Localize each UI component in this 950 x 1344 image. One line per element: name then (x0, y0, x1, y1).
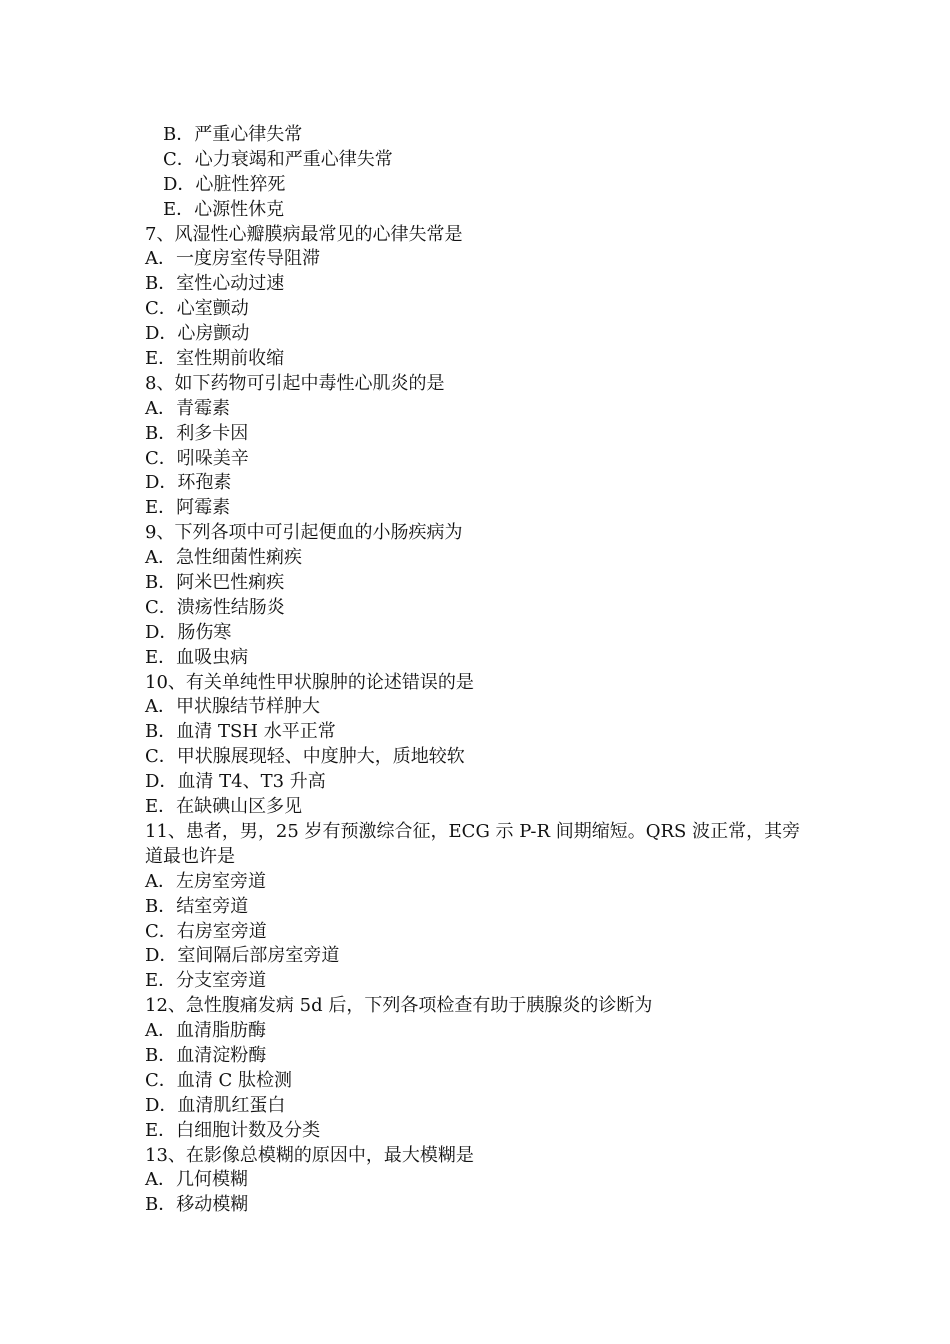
answer-option: D．心房颤动 (145, 323, 250, 345)
answer-option: D．室间隔后部房室旁道 (145, 945, 340, 967)
answer-option: C．心室颤动 (145, 298, 249, 320)
question-text: 9、下列各项中可引起便血的小肠疾病为 (145, 522, 463, 544)
question-text: 7、风湿性心瓣膜病最常见的心律失常是 (145, 223, 463, 245)
answer-option: B．阿米巴性痢疾 (145, 572, 285, 594)
answer-option: A．左房室旁道 (145, 870, 266, 892)
answer-option: D．肠伤寒 (145, 621, 232, 643)
answer-option: B．移动模糊 (145, 1194, 249, 1216)
answer-option: C．心力衰竭和严重心律失常 (163, 148, 393, 170)
answer-option: E．分支室旁道 (145, 970, 267, 992)
answer-option: E．血吸虫病 (145, 646, 249, 668)
answer-option: E．在缺碘山区多见 (145, 796, 303, 818)
answer-option: D．心脏性猝死 (163, 173, 286, 195)
answer-option: A．甲状腺结节样肿大 (145, 696, 320, 718)
answer-option: C．甲状腺展现轻、中度肿大，质地较软 (145, 746, 465, 768)
answer-option: E．室性期前收缩 (145, 348, 285, 370)
answer-option: B．严重心律失常 (163, 124, 303, 145)
answer-option: D．血清 T4、T3 升高 (145, 771, 326, 793)
question-text: 12、急性腹痛发病 5d 后，下列各项检查有助于胰腺炎的诊断为 (145, 995, 653, 1017)
answer-option: B．血清淀粉酶 (145, 1044, 267, 1066)
answer-option: E．心源性休克 (163, 198, 285, 220)
answer-option: E．白细胞计数及分类 (145, 1119, 321, 1141)
question-text: 13、在影像总模糊的原因中，最大模糊是 (145, 1144, 474, 1166)
answer-option: D．环孢素 (145, 472, 232, 494)
answer-option: B．室性心动过速 (145, 273, 285, 295)
answer-option: C．血清 C 肽检测 (145, 1069, 292, 1091)
question-list (145, 123, 815, 1218)
answer-option: C．右房室旁道 (145, 920, 267, 942)
answer-option: A．急性细菌性痢疾 (145, 547, 302, 569)
answer-option: B．血清 TSH 水平正常 (145, 721, 336, 743)
answer-option: D．血清肌红蛋白 (145, 1094, 286, 1116)
answer-option: C．吲哚美辛 (145, 447, 249, 469)
answer-option: A．青霉素 (145, 397, 230, 419)
question-text: 11、患者，男，25 岁有预激综合征，ECG 示 P-R 间期缩短。QRS 波正常，其旁 (145, 820, 801, 842)
question-text: 10、有关单纯性甲状腺肿的论述错误的是 (145, 671, 474, 693)
answer-option: C．溃疡性结肠炎 (145, 596, 285, 618)
answer-option: A．几何模糊 (145, 1169, 248, 1191)
question-text: 道最也许是 (145, 845, 235, 867)
answer-option: A．血清脂肪酶 (145, 1020, 266, 1042)
answer-option: B．结室旁道 (145, 895, 249, 917)
answer-option: A．一度房室传导阻滞 (145, 248, 320, 270)
answer-option: E．阿霉素 (145, 497, 231, 519)
answer-option: B．利多卡因 (145, 422, 249, 444)
question-text: 8、如下药物可引起中毒性心肌炎的是 (145, 372, 445, 394)
